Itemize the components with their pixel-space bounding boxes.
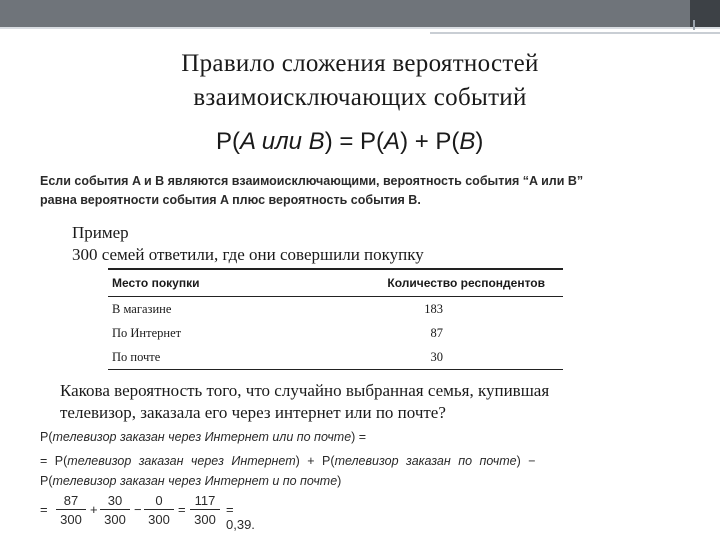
header-count: Количество респондентов xyxy=(268,269,563,297)
fraction-numerator: 87 xyxy=(56,493,86,510)
formula-event: A или B xyxy=(240,128,325,155)
table-row xyxy=(108,297,563,322)
formula-event: A xyxy=(384,128,401,155)
calc-line-3 xyxy=(40,474,341,488)
calc-event: телевизор заказан по почте xyxy=(334,454,517,468)
formula-part: P( xyxy=(216,128,240,155)
calc-part: ) − xyxy=(516,454,536,468)
formula-part: ) xyxy=(475,128,484,155)
question-line-1: Какова вероятность того, что случайно выбранная семья, купившая xyxy=(60,381,550,400)
fraction-internet xyxy=(56,493,86,528)
calc-part: P( xyxy=(40,474,53,488)
calc-event: телевизор заказан через Интернет xyxy=(67,454,296,468)
result-value: = 0,39. xyxy=(226,502,255,532)
formula-part: ) = P( xyxy=(324,128,385,155)
top-gray-bar xyxy=(0,0,720,27)
slide-title-line-2: взаимоисключающих событий xyxy=(193,84,527,111)
rule-line-2: равна вероятности события A плюс вероятность события B. xyxy=(40,193,421,207)
equals-sign: = xyxy=(40,502,48,517)
top-decoration xyxy=(0,0,720,36)
rule-statement xyxy=(40,172,690,210)
fraction-both xyxy=(144,493,174,528)
top-rule-lines xyxy=(0,27,720,38)
count-cell: 30 xyxy=(268,345,563,370)
minus-sign: − xyxy=(134,502,142,517)
example-block xyxy=(72,222,424,266)
place-cell: В магазине xyxy=(112,301,172,316)
fraction-numerator: 0 xyxy=(144,493,174,510)
count-cell: 183 xyxy=(424,301,443,316)
fraction-total xyxy=(190,493,220,528)
place-cell: По почте xyxy=(108,345,268,370)
formula-event: B xyxy=(459,128,476,155)
calc-event: телевизор заказан через Интернет или по почте xyxy=(52,430,352,444)
place-cell: По Интернет xyxy=(112,325,182,340)
fraction-numerator: 117 xyxy=(190,493,220,510)
question-line-2: телевизор, заказала его через интернет или по почте? xyxy=(60,403,446,422)
fraction-denominator: 300 xyxy=(148,512,170,527)
calc-part: ) xyxy=(337,474,342,488)
header-place: Место покупки xyxy=(108,269,268,297)
calc-part: ) + P( xyxy=(295,454,335,468)
calc-part: ) = xyxy=(351,430,367,444)
addition-rule-formula xyxy=(216,128,483,156)
formula-part: ) + P( xyxy=(400,128,460,155)
rule-line-1: Если события A и B являются взаимоисключающими, вероятность события “A или B” xyxy=(40,174,584,188)
calc-part: P( xyxy=(40,430,53,444)
calc-line-2 xyxy=(40,454,536,468)
slide-accent-mark xyxy=(693,20,695,30)
equals-sign: = xyxy=(178,502,186,517)
fraction-mail xyxy=(100,493,130,528)
calc-part: = P( xyxy=(40,454,68,468)
table-row xyxy=(108,345,563,370)
plus-sign: + xyxy=(90,502,98,517)
calc-event: телевизор заказан через Интернет и по почте xyxy=(52,474,338,488)
fraction-denominator: 300 xyxy=(60,512,82,527)
calc-line-1 xyxy=(40,430,366,444)
slide-title-line-1: Правило сложения вероятностей xyxy=(181,50,539,77)
question-text xyxy=(60,380,700,424)
purchase-table xyxy=(108,268,563,370)
fraction-denominator: 300 xyxy=(104,512,126,527)
fraction-denominator: 300 xyxy=(194,512,216,527)
count-cell: 87 xyxy=(430,325,443,340)
example-label: Пример xyxy=(72,223,129,242)
example-text: 300 семей ответили, где они совершили покупку xyxy=(72,245,424,264)
table-row xyxy=(108,321,563,345)
fraction-numerator: 30 xyxy=(100,493,130,510)
